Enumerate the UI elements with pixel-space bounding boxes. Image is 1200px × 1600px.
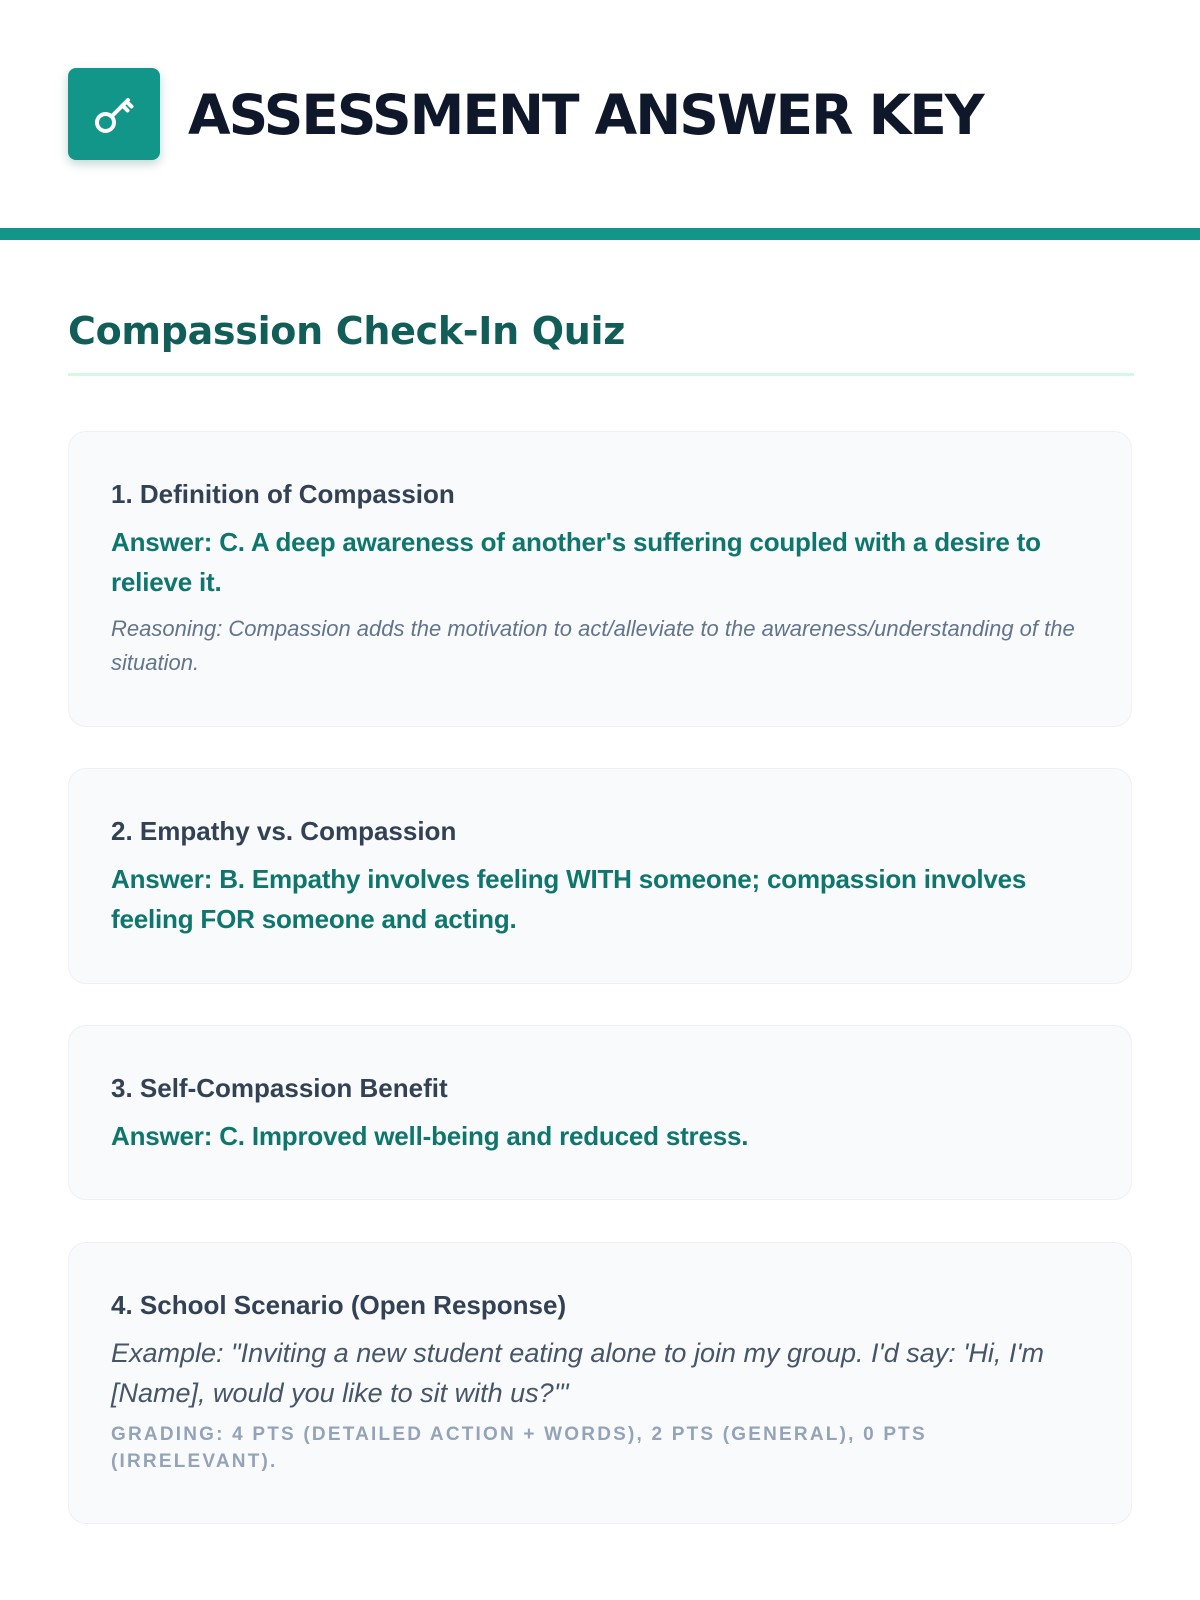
question-card-4 bbox=[68, 1242, 1132, 1524]
question-title: 3. Self-Compassion Benefit bbox=[111, 1073, 448, 1103]
key-logo bbox=[68, 68, 160, 160]
example-response: Example: "Inviting a new student eating alone to join my group. I'd say: 'Hi, I'm [Name], would you like to sit with us?'" bbox=[111, 1338, 1045, 1408]
header-accent-bar bbox=[0, 228, 1200, 240]
grading-rubric: GRADING: 4 PTS (DETAILED ACTION + WORDS), 2 PTS (GENERAL), 0 PTS (IRRELEVANT). bbox=[111, 1424, 927, 1472]
reasoning-text: Reasoning: Compassion adds the motivation to act/alleviate to the awareness/understanding of the situation. bbox=[111, 616, 1075, 675]
question-card-2 bbox=[68, 768, 1132, 984]
question-title: 4. School Scenario (Open Response) bbox=[111, 1290, 567, 1320]
quiz-title: Compassion Check-In Quiz bbox=[68, 309, 626, 353]
question-card-1 bbox=[68, 431, 1132, 727]
question-title: 1. Definition of Compassion bbox=[111, 479, 455, 509]
answer-text: Answer: C. Improved well-being and reduced stress. bbox=[111, 1121, 749, 1151]
page-title: ASSESSMENT ANSWER KEY bbox=[188, 83, 983, 147]
question-title: 2. Empathy vs. Compassion bbox=[111, 816, 457, 846]
answer-text: Answer: C. A deep awareness of another's suffering coupled with a desire to relieve it. bbox=[111, 527, 1041, 597]
key-icon bbox=[87, 87, 141, 141]
answer-text: Answer: B. Empathy involves feeling WITH someone; compassion involves feeling FOR someone and acting. bbox=[111, 864, 1027, 934]
question-card-3 bbox=[68, 1025, 1132, 1200]
page-header bbox=[0, 0, 1200, 228]
quiz-title-divider bbox=[68, 373, 1134, 376]
